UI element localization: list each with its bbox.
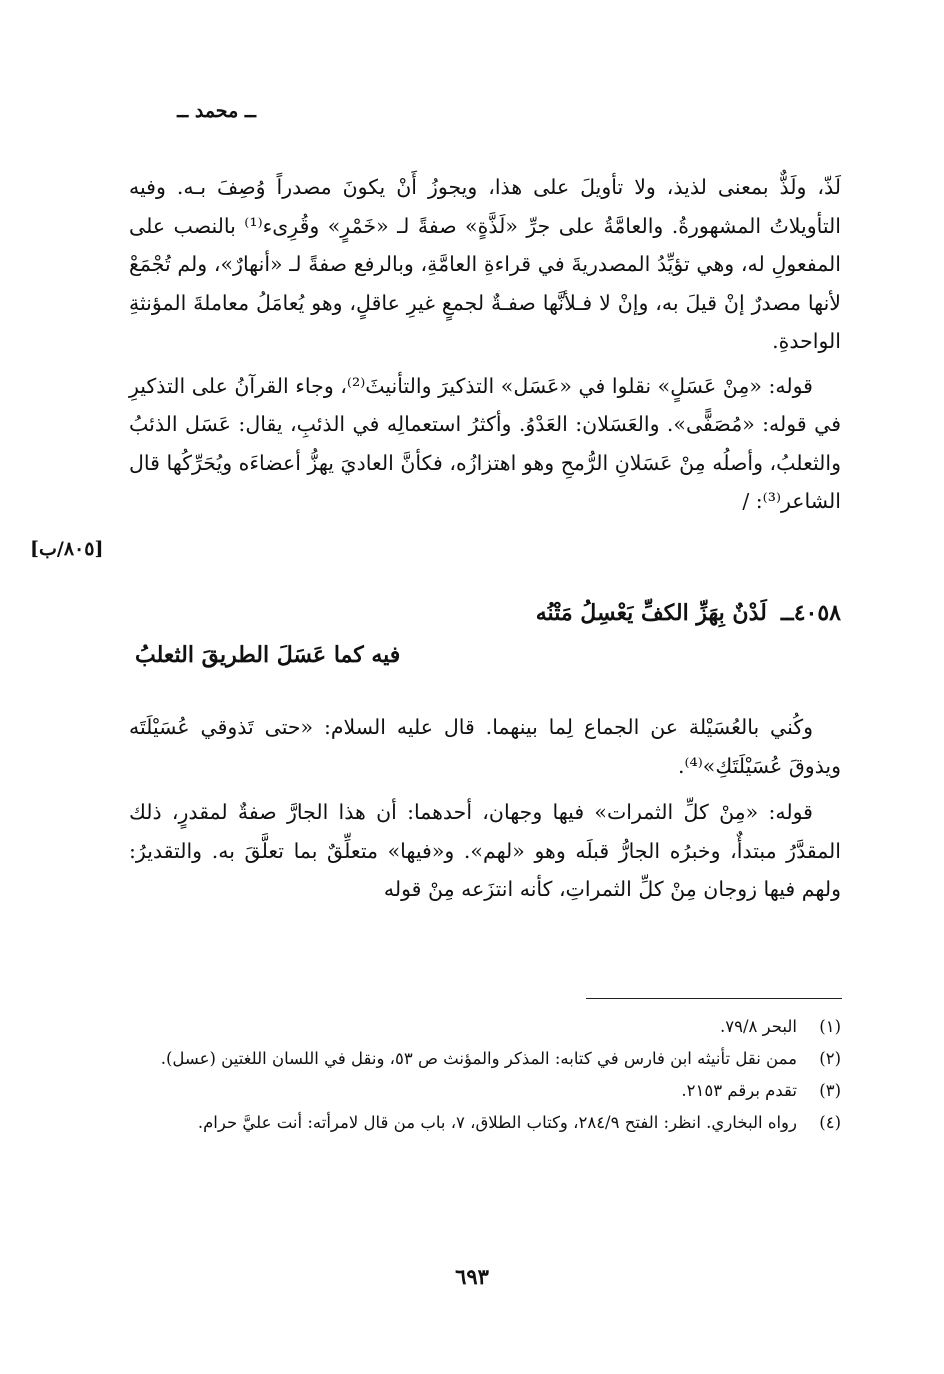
footnote-number: (٢) (819, 1049, 841, 1068)
main-text-top (129, 168, 841, 521)
poem-first-hemistich (129, 592, 841, 634)
footnote-number: (٤) (819, 1113, 841, 1132)
paragraph-4: قوله: «مِنْ كلِّ الثمرات» فيها وجهان، أحدهما: أن هذا الجارَّ صفةٌ لمقدرٍ، ذلك المقدَّرُ مبتدأٌ، وخبرُه الجارُّ قبلَه وهو «لهم». و«فيها» متعلِّقٌ بما تعلَّقَ به. والتقديرُ: ولهم فيها زوجان مِنْ كلِّ الثمراتِ، كأنه انتزَعه مِنْ قوله (129, 800, 841, 901)
margin-reference: [٨٠٥/ب] (30, 538, 104, 560)
footnotes (129, 1012, 841, 1140)
verse-line-2: فيه كما عَسَلَ الطريقَ الثعلبُ (135, 642, 401, 668)
footnote-item (129, 1076, 841, 1105)
paragraph-2: قوله: «مِنْ عَسَلٍ» نقلوا في «عَسَل» التذكيرَ والتأنيثَ⁽²⁾، وجاء القرآنُ على التذكيرِ في قوله: «مُصَفًّى». والعَسَلان: العَدْوُ. وأكثرُ استعمالِه في الذئبِ، يقال: عَسَل الذئبُ والثعلبُ، وأصلُه مِنْ عَسَلانِ الرُّمحِ وهو اهتزازُه، فكأنَّ العاديَ يهزُّ أعضاءَه ويُحَرِّكُها قال الشاعر⁽³⁾: / (129, 373, 841, 513)
verse-line-1: لَدْنٌ بِهَزِّ الكفِّ يَعْسِلُ مَتْنُه (535, 600, 767, 626)
footnote-text: رواه البخاري. انظر: الفتح ٢٨٤/٩، وكتاب الطلاق، ٧، باب من قال لامرأته: أنت عليَّ حرام. (197, 1113, 797, 1132)
footnote-text: البحر ٧٩/٨. (720, 1017, 797, 1036)
footnote-item (129, 1044, 841, 1073)
footnote-text: ممن نقل تأنيثه ابن فارس في كتابه: المذكر والمؤنث ص ٥٣، ونقل في اللسان اللغتين (عسل). (160, 1049, 797, 1068)
footnote-number: (٣) (819, 1081, 841, 1100)
footnote-item (129, 1108, 841, 1137)
footnote-item (129, 1012, 841, 1041)
poem-verse (129, 592, 841, 676)
footnote-divider (586, 998, 842, 999)
paragraph-1: لَذّ، ولَذٌّ بمعنى لذيذ، ولا تأويلَ على هذا، ويجوزُ أَنْ يكونَ مصدراً وُصِفَ بـه. وفيه التأويلاتُ المشهورةُ. والعامَّةُ على جرِّ «لَذَّةٍ» صفةً لـ «خَمْرٍ» وقُرِىء⁽¹⁾ بالنصب على المفعولِ له، وهي تؤيِّدُ المصدريةَ في قراءةِ العامَّةِ، وبالرفع صفةً لـ «أنهارٌ»، ولم تُجْمَعْ لأنها مصدرٌ إنْ قيلَ به، وإنْ لا فـلأنَّها صفـةٌ لجمعٍ غيرِ عاقلٍ، وهو يُعامَلُ معاملةَ المؤنثةِ الواحدةِ. (129, 175, 841, 353)
verse-number: ٤٠٥٨ــ (780, 600, 841, 626)
running-head: ــ محمد ــ (177, 100, 256, 122)
paragraph-3: وكُني بالعُسَيْلة عن الجماع لِما بينهما. قال عليه السلام: «حتى تَذوقي عُسَيْلَتَه ويذوقَ عُسَيْلَتَكِ»⁽⁴⁾. (129, 715, 841, 778)
footnote-text: تقدم برقم ٢١٥٣. (681, 1081, 797, 1100)
footnote-number: (١) (819, 1017, 841, 1036)
main-text-bottom (129, 708, 841, 909)
poem-second-hemistich (129, 634, 841, 676)
page-number: ٦٩٣ (455, 1264, 489, 1289)
